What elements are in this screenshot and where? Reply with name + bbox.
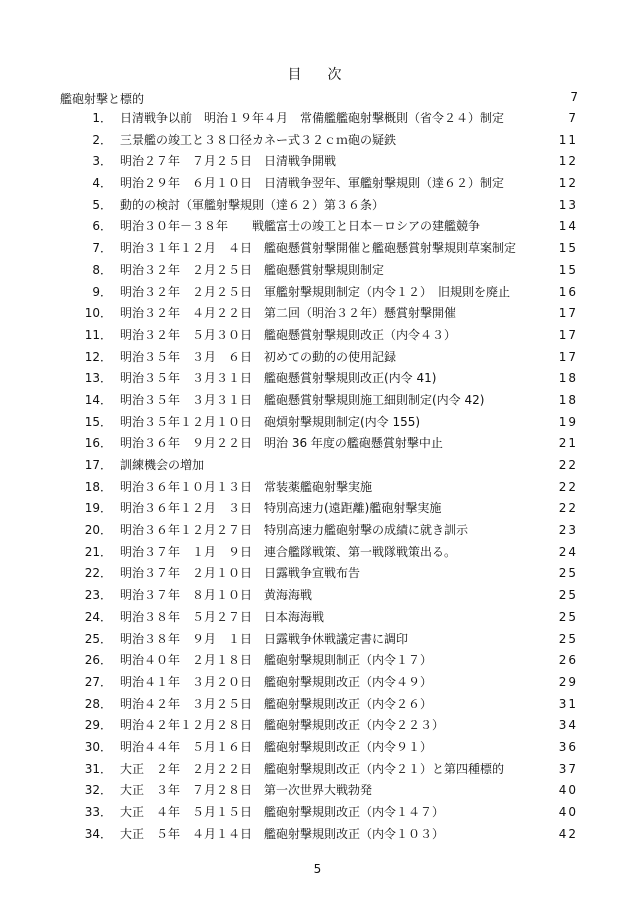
toc-entry-title: 日清戦争以前 明治１９年４月 常備艦艦砲射撃概則（省令２４）制定 bbox=[120, 111, 505, 125]
toc-entry-title: 明治３０年－３８年 戦艦富士の竣工と日本－ロシアの建艦競争 bbox=[120, 219, 481, 234]
toc-entry bbox=[0, 629, 635, 651]
toc-entry-title: 明治３８年 ５月２７日 日本海海戦 bbox=[120, 609, 325, 624]
toc-entry-page: 14 bbox=[558, 219, 578, 234]
toc-entry-title: 明治４１年 ３月２０日 艦砲射撃規則改正（内令４９） bbox=[120, 674, 433, 689]
toc-entry-page: 17 bbox=[558, 306, 578, 321]
toc-entry-title: 大正 ４年 ５月１５日 艦砲射撃規則改正（内令１４７） bbox=[120, 805, 445, 819]
toc-entry-number: 11． bbox=[84, 327, 112, 342]
toc-list bbox=[0, 108, 635, 845]
toc-entry-title: 明治３７年 ８月１０日 黄海海戦 bbox=[120, 588, 313, 603]
toc-entry bbox=[0, 368, 635, 390]
toc-entry-number: 7． bbox=[92, 241, 112, 256]
toc-entry-page: 12 bbox=[558, 154, 578, 169]
toc-entry-page: 40 bbox=[558, 783, 578, 798]
toc-entry bbox=[0, 477, 635, 499]
toc-entry-number: 28． bbox=[84, 696, 112, 711]
toc-entry-number: 27． bbox=[84, 674, 112, 689]
toc-entry-page: 31 bbox=[558, 696, 578, 711]
toc-entry-title: 動的の検討（軍艦射撃規則（達６２）第３６条） bbox=[120, 197, 385, 212]
toc-entry-title: 明治３２年 ２月２５日 艦砲懸賞射撃規則制定 bbox=[120, 262, 385, 277]
toc-entry bbox=[0, 216, 635, 238]
toc-entry-title: 明治３６年１０月１３日 常装薬艦砲射撃実施 bbox=[120, 479, 373, 494]
toc-entry-number: 18． bbox=[84, 479, 112, 494]
toc-entry-number: 12． bbox=[84, 349, 112, 364]
toc-entry bbox=[0, 759, 635, 781]
toc-entry-number: 2． bbox=[92, 132, 112, 147]
toc-entry-number: 15． bbox=[84, 414, 112, 429]
toc-entry-page: 34 bbox=[558, 718, 578, 733]
toc-entry-title: 明治３６年１２月 ３日 特別高速力(遠距離)艦砲射撃実施 bbox=[120, 501, 442, 516]
toc-entry-title: 明治２７年 ７月２５日 日清戦争開戦 bbox=[120, 154, 337, 169]
toc-entry bbox=[0, 650, 635, 672]
toc-entry bbox=[0, 325, 635, 347]
toc-entry-number: 21． bbox=[84, 544, 112, 559]
toc-entry-title: 明治３６年 ９月２２日 明治 36 年度の艦砲懸賞射撃中止 bbox=[120, 436, 443, 451]
toc-entry-title: 明治３８年 ９月 １日 日露戦争休戦議定書に調印 bbox=[120, 631, 409, 646]
toc-entry-title: 明治４２年１２月２８日 艦砲射撃規則改正（内令２２３） bbox=[120, 718, 445, 733]
toc-entry-title: 明治３２年 ２月２５日 軍艦射撃規則制定（内令１２） 旧規則を廃止 bbox=[120, 284, 511, 299]
toc-entry-title: 明治３２年 ５月３０日 艦砲懸賞射撃規則改正（内令４３） bbox=[120, 327, 457, 342]
toc-entry bbox=[0, 282, 635, 304]
toc-entry bbox=[0, 802, 635, 824]
toc-entry-number: 25． bbox=[84, 631, 112, 646]
toc-entry bbox=[0, 433, 635, 455]
page-title: 目 次 bbox=[287, 67, 348, 83]
toc-entry-page: 40 bbox=[558, 805, 578, 819]
toc-entry-page: 25 bbox=[558, 631, 578, 646]
toc-entry-page: 17 bbox=[558, 349, 578, 364]
toc-entry-page: 17 bbox=[558, 327, 578, 342]
toc-entry-page: 25 bbox=[558, 588, 578, 603]
toc-entry bbox=[0, 542, 635, 564]
toc-entry-page: 19 bbox=[558, 414, 578, 429]
toc-entry-title: 明治３５年 ３月３１日 艦砲懸賞射撃規則施工細則制定(内令 42) bbox=[120, 392, 485, 407]
toc-entry-number: 9． bbox=[92, 284, 112, 299]
section-page-number: 7 bbox=[570, 90, 578, 104]
toc-entry-title: 明治３６年１２月２７日 特別高速力艦砲射撃の成績に就き訓示 bbox=[120, 523, 469, 538]
toc-entry bbox=[0, 737, 635, 759]
toc-entry-page: 23 bbox=[558, 523, 578, 538]
toc-entry-page: 7 bbox=[568, 111, 578, 125]
toc-entry bbox=[0, 130, 635, 152]
toc-entry bbox=[0, 108, 635, 130]
toc-entry-number: 8． bbox=[92, 262, 112, 277]
page-footer-number: 5 bbox=[313, 862, 322, 876]
toc-entry bbox=[0, 390, 635, 412]
toc-entry-title: 明治３５年 ３月 ６日 初めての動的の使用記録 bbox=[120, 349, 397, 364]
toc-entry-number: 3． bbox=[92, 154, 112, 169]
toc-entry-number: 26． bbox=[84, 653, 112, 668]
toc-entry-number: 22． bbox=[84, 566, 112, 581]
toc-entry-page: 16 bbox=[558, 284, 578, 299]
toc-entry-number: 31． bbox=[84, 761, 112, 776]
toc-entry bbox=[0, 520, 635, 542]
toc-entry-number: 34． bbox=[84, 826, 112, 841]
toc-entry bbox=[0, 260, 635, 282]
toc-entry bbox=[0, 303, 635, 325]
toc-entry-title: 明治４０年 ２月１８日 艦砲射撃規則制正（内令１７） bbox=[120, 653, 433, 668]
toc-entry bbox=[0, 607, 635, 629]
toc-entry-page: 25 bbox=[558, 609, 578, 624]
toc-entry-number: 24． bbox=[84, 609, 112, 624]
toc-entry-title: 明治３５年 ３月３１日 艦砲懸賞射撃規則改正(内令 41) bbox=[120, 371, 437, 386]
section-heading: 艦砲射撃と標的 bbox=[60, 92, 145, 106]
toc-entry-number: 5． bbox=[92, 197, 112, 212]
toc-entry-page: 42 bbox=[558, 826, 578, 841]
toc-entry-page: 18 bbox=[558, 371, 578, 386]
toc-entry-page: 29 bbox=[558, 674, 578, 689]
toc-entry-page: 21 bbox=[558, 436, 578, 451]
toc-entry-number: 23． bbox=[84, 588, 112, 603]
toc-entry-page: 13 bbox=[558, 197, 578, 212]
toc-entry-number: 17． bbox=[84, 458, 112, 472]
toc-entry bbox=[0, 824, 635, 846]
toc-entry-number: 6． bbox=[92, 219, 112, 234]
toc-entry-page: 15 bbox=[558, 241, 578, 256]
toc-entry-title: 明治４４年 ５月１６日 艦砲射撃規則改正（内令９１） bbox=[120, 739, 433, 754]
toc-entry bbox=[0, 195, 635, 217]
toc-entry-number: 13． bbox=[84, 371, 112, 386]
toc-entry bbox=[0, 672, 635, 694]
toc-entry-number: 30． bbox=[84, 739, 112, 754]
toc-entry bbox=[0, 412, 635, 434]
toc-entry bbox=[0, 694, 635, 716]
toc-entry-page: 15 bbox=[558, 262, 578, 277]
toc-entry-title: 明治３５年１２月１０日 砲熕射撃規則制定(内令 155) bbox=[120, 414, 421, 429]
toc-entry-page: 37 bbox=[558, 761, 578, 776]
toc-entry-title: 三景艦の竣工と３８口径カネー式３２ｃｍ砲の疑鉄 bbox=[120, 132, 397, 147]
toc-entry-title: 明治３７年 ２月１０日 日露戦争宣戦布告 bbox=[120, 566, 361, 581]
toc-entry-number: 19． bbox=[84, 501, 112, 516]
toc-entry-number: 32． bbox=[84, 783, 112, 798]
toc-entry-page: 26 bbox=[558, 653, 578, 668]
toc-entry-page: 36 bbox=[558, 739, 578, 754]
toc-entry bbox=[0, 780, 635, 802]
toc-entry-number: 1． bbox=[92, 111, 112, 125]
toc-entry-page: 22 bbox=[558, 501, 578, 516]
toc-entry bbox=[0, 347, 635, 369]
toc-entry-page: 11 bbox=[558, 132, 578, 147]
toc-entry-page: 12 bbox=[558, 176, 578, 191]
toc-entry-number: 33． bbox=[84, 805, 112, 819]
toc-entry bbox=[0, 563, 635, 585]
toc-entry-number: 16． bbox=[84, 436, 112, 451]
toc-entry bbox=[0, 455, 635, 477]
toc-entry-page: 25 bbox=[558, 566, 578, 581]
toc-entry-title: 訓練機会の増加 bbox=[120, 458, 205, 472]
toc-entry-number: 29． bbox=[84, 718, 112, 733]
toc-entry-number: 14． bbox=[84, 392, 112, 407]
toc-entry-title: 大正 ５年 ４月１４日 艦砲射撃規則改正（内令１０３） bbox=[120, 826, 445, 841]
toc-entry-page: 22 bbox=[558, 458, 578, 472]
toc-entry-title: 明治３１年１２月 ４日 艦砲懸賞射撃開催と艦砲懸賞射撃規則草案制定 bbox=[120, 241, 517, 256]
toc-entry-page: 22 bbox=[558, 479, 578, 494]
toc-entry-page: 18 bbox=[558, 392, 578, 407]
toc-entry-number: 10． bbox=[84, 306, 112, 321]
toc-entry bbox=[0, 238, 635, 260]
toc-entry-title: 明治３７年 １月 ９日 連合艦隊戦策、第一戦隊戦策出る。 bbox=[120, 544, 457, 559]
toc-entry bbox=[0, 585, 635, 607]
toc-entry-number: 20． bbox=[84, 523, 112, 538]
toc-entry bbox=[0, 715, 635, 737]
toc-entry-title: 大正 ３年 ７月２８日 第一次世界大戦勃発 bbox=[120, 783, 373, 798]
toc-entry-title: 明治２９年 ６月１０日 日清戦争翌年、軍艦射撃規則（達６２）制定 bbox=[120, 176, 505, 191]
toc-entry-number: 4． bbox=[92, 176, 112, 191]
toc-entry-title: 大正 ２年 ２月２２日 艦砲射撃規則改正（内令２１）と第四種標的 bbox=[120, 761, 505, 776]
toc-entry bbox=[0, 173, 635, 195]
toc-entry bbox=[0, 151, 635, 173]
toc-entry bbox=[0, 498, 635, 520]
toc-entry-title: 明治３２年 ４月２２日 第二回（明治３２年）懸賞射撃開催 bbox=[120, 306, 457, 321]
toc-entry-title: 明治４２年 ３月２５日 艦砲射撃規則改正（内令２６） bbox=[120, 696, 433, 711]
toc-entry-page: 24 bbox=[558, 544, 578, 559]
